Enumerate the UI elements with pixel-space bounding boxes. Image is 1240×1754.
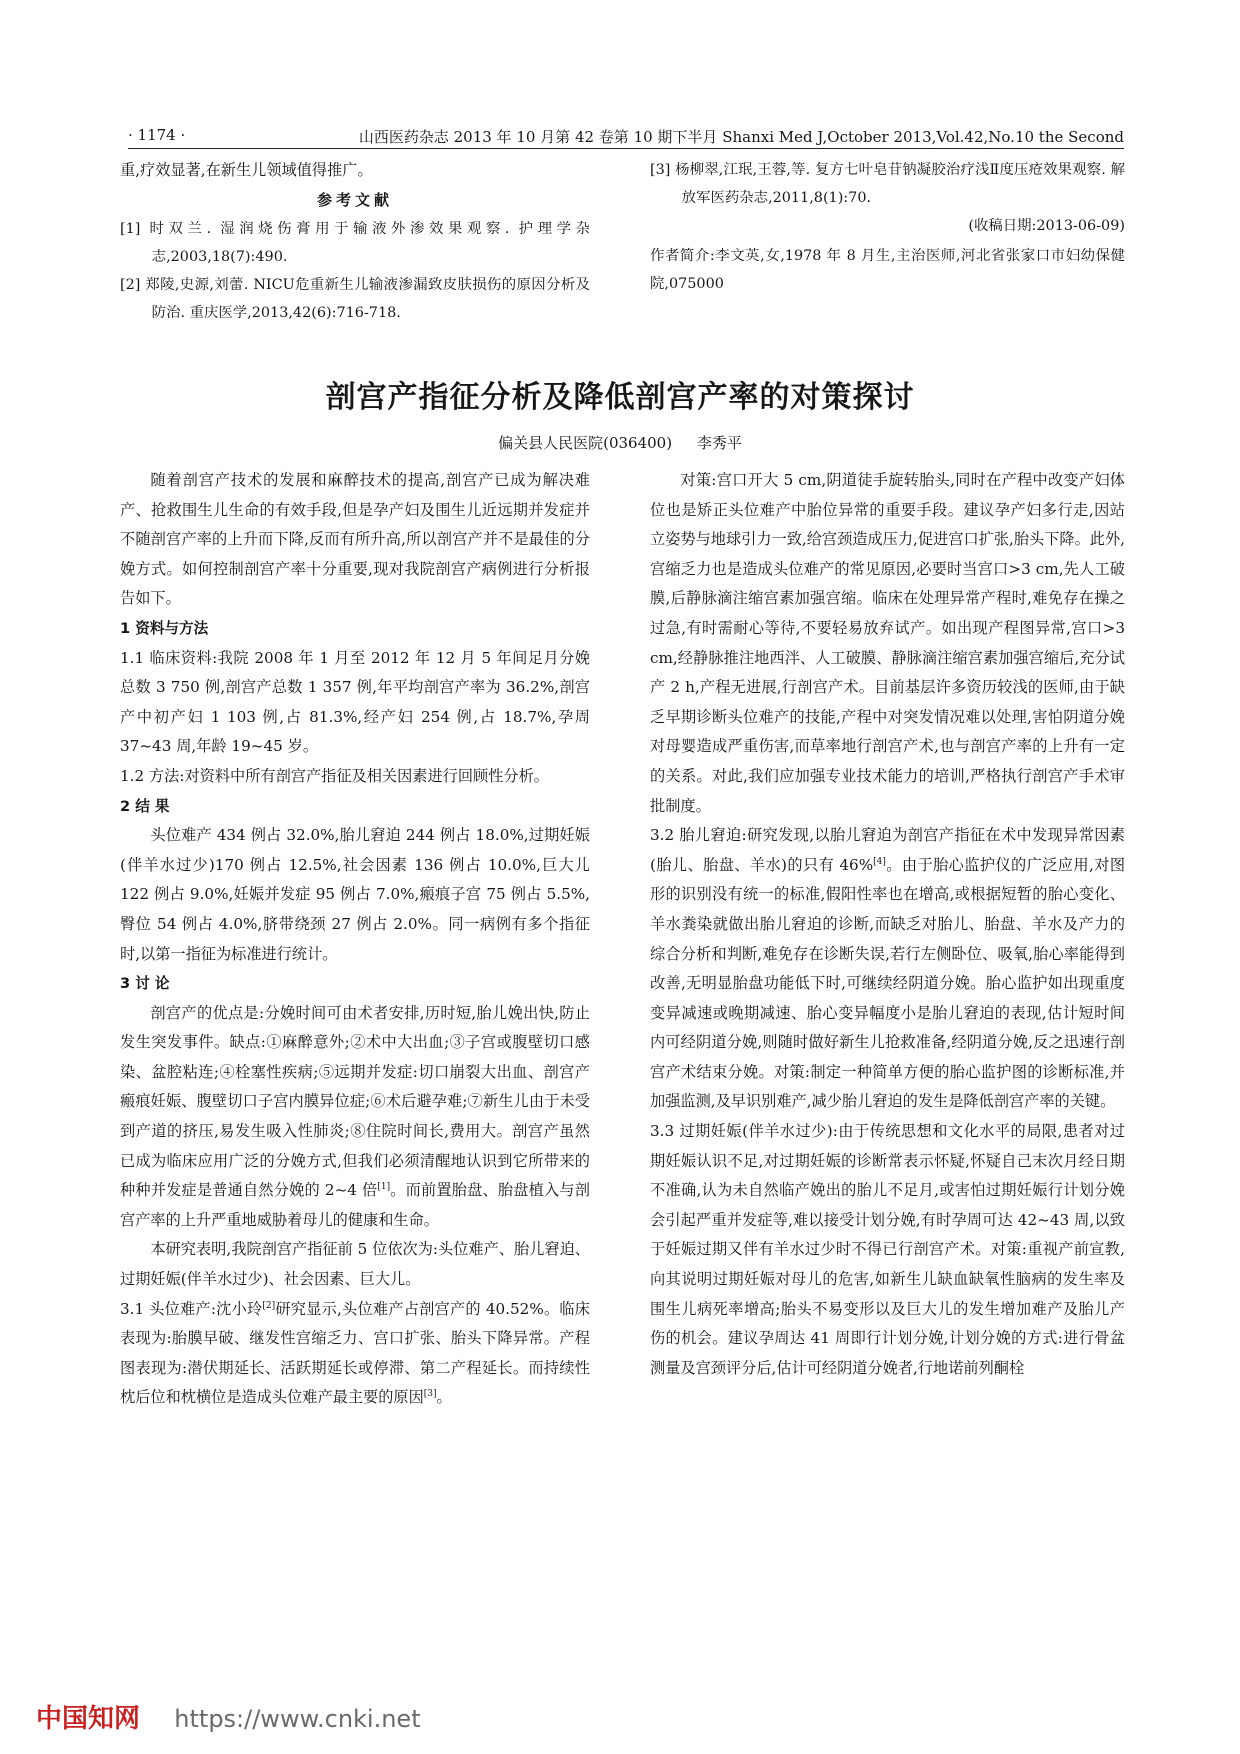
citation-1: [1] <box>377 1182 391 1193</box>
paragraph-3-2-start: 3.2 胎儿窘迫:研究发现,以胎儿窘迫为剖宫产指征在术中发现异常因素(胎儿、胎盘、羊水)的只有 46% <box>650 826 1125 874</box>
reference-3: [3] 杨柳翠,江珉,王蓉,等. 复方七叶皂苷钠凝胶治疗浅Ⅱ度压疮效果观察. 解放军医药杂志,2011,8(1):70. <box>650 162 1125 206</box>
journal-citation: 山西医药杂志 2013 年 10 月第 42 卷第 10 期下半月 Shanxi Med J,October 2013,Vol.42,No.10 the Second <box>358 128 1124 146</box>
discussion-text: 剖宫产的优点是:分娩时间可由术者安排,历时短,胎儿娩出快,防止发生突发事件。缺点:①麻醉意外;②术中大出血;③子宫或腹壁切口感染、盆腔粘连;④栓塞性疾病;⑤远期并发症:切口崩裂大出血、剖宫产瘢痕妊娠、腹壁切口子宫内膜异位症;⑥术后避孕难;⑦新生儿由于未受到产道的挤压,易发生吸入性肺炎;⑧住院时间长,费用大。剖宫产虽然已成为临床应用广泛的分娩方式,但我们必须清醒地认识到它所带来的种种并发症是普通自然分娩的 2~4 倍 <box>120 1003 590 1200</box>
reference-1: [1] 时双兰. 湿润烧伤膏用于输液外渗效果观察. 护理学杂志,2003,18(7):490. <box>120 221 590 266</box>
discussion-text-end: 。而前置胎盘、胎盘植入与剖宫产率的上升严重地威胁着母儿的健康和生命。 <box>120 1181 590 1229</box>
author-bio: 作者简介:李文英,女,1978 年 8 月生,主治医师,河北省张家口市妇幼保健院,075000 <box>650 247 1125 292</box>
article-title: 剖宫产指征分析及降低剖宫产率的对策探讨 <box>325 380 915 415</box>
paragraph-3-3: 3.3 过期妊娠(伴羊水过少):由于传统思想和文化水平的局限,患者对过期妊娠认识不足,对过期妊娠的诊断常表示怀疑,怀疑自己末次月经日期不准确,认为未自然临产娩出的胎儿不足月,或害怕过期妊娠行计划分娩会引起严重并发症等,难以接受计划分娩,有时孕周可达 42~43 周,以致于妊娠过期又伴有羊水过少时不得已行剖宫产术。对策:重视产前宣教,向其说明过期妊娠对母儿的危害,如新生儿缺血缺氧性脑病的发生率及围生儿病死率增高;胎头不易变形以及巨大儿的发生增加难产及胎儿产伤的机会。建议孕周达 41 周即行计划分娩,计划分娩的方式:进行骨盆测量及宫颈评分后,估计可经阴道分娩者,行地诺前列酮栓 <box>650 1122 1125 1377</box>
section-heading-3: 3 讨 论 <box>120 975 170 993</box>
section-heading-2: 2 结 果 <box>120 797 170 815</box>
section-heading-1: 1 资料与方法 <box>120 619 209 637</box>
author-name: 李秀平 <box>696 434 742 452</box>
cnki-url[interactable]: https://www.cnki.net <box>174 1705 421 1733</box>
citation-3: [3] <box>423 1389 437 1400</box>
reference-2: [2] 郑陵,史源,刘蕾. NICU危重新生儿输液渗漏致皮肤损伤的原因分析及防治. 重庆医学,2013,42(6):716-718. <box>120 277 590 322</box>
paragraph-1-2: 1.2 方法:对资料中所有剖宫产指征及相关因素进行回顾性分析。 <box>120 766 549 785</box>
article-byline <box>0 432 1240 453</box>
paragraph-3-1-end: 。 <box>436 1388 452 1407</box>
citation-2: [2] <box>262 1300 276 1311</box>
countermeasure-paragraph: 对策:宫口开大 5 cm,阴道徒手旋转胎头,同时在产程中改变产妇体位也是矫正头位难产中胎位异常的重要手段。建议孕产妇多行走,因站立姿势与地球引力一致,给宫颈造成压力,促进宫口扩张,胎头下降。此外,宫缩乏力也是造成头位难产的常见原因,必要时当宫口>3 cm,先人工破膜,后静脉滴注缩宫素加强宫缩。临床在处理异常产程时,难免存在操之过急,有时需耐心等待,不要轻易放弃试产。如出现产程图异常,宫口>3 cm,经静脉推注地西泮、人工破膜、静脉滴注缩宫素加强宫缩后,充分试产 2 h,产程无进展,行剖宫产术。目前基层许多资历较浅的医师,由于缺乏早期诊断头位难产的技能,产程中对突发情况难以处理,害怕阴道分娩对母婴造成严重伤害,而草率地行剖宫产术,也与剖宫产率的上升有一定的关系。对此,我们应加强专业技术能力的培训,严格执行剖宫产手术审批制度。 <box>650 471 1125 815</box>
paragraph-3-2 <box>650 821 1125 1117</box>
running-header <box>128 122 1124 148</box>
paragraph-3-1-body: 研究显示,头位难产占剖宫产的 40.52%。临床表现为:胎膜早破、继发性宫缩乏力、宫口扩张、胎头下降异常。产程图表现为:潜伏期延长、活跃期延长或停滞、第二产程延长。而持续性枕后位和枕横位是造成头位难产最主要的原因 <box>120 1299 590 1407</box>
paragraph-3-2-body: 。由于胎心监护仪的广泛应用,对图形的识别没有统一的标准,假阳性率也在增高,或根据短暂的胎心变化、羊水粪染就做出胎儿窘迫的诊断,而缺乏对胎儿、胎盘、羊水及产力的综合分析和判断,难免存在诊断失误,若行左侧卧位、吸氧,胎心率能得到改善,无明显胎盘功能低下时,可继续经阴道分娩。胎心监护如出现重度变异减速或晚期减速、胎心变异幅度小是胎儿窘迫的表现,估计短时间内可经阴道分娩,则随时做好新生儿抢救准备,经阴道分娩,反之迅速行剖宫产术结束分娩。对策:制定一种简单方便的胎心监护图的诊断标准,并加强监测,及早识别难产,减少胎儿窘迫的发生是降低剖宫产率的关键。 <box>650 855 1126 1111</box>
results-paragraph: 头位难产 434 例占 32.0%,胎儿窘迫 244 例占 18.0%,过期妊娠(伴羊水过少)170 例占 12.5%,社会因素 136 例占 10.0%,巨大儿 122 例占 9.0%,妊娠并发症 95 例占 7.0%,瘢痕子宫 75 例占 5.5%,臀位 54 例占 4.0%,脐带绕颈 27 例占 2.0%。同一病例有多个指征时,以第一指征为标准进行统计。 <box>120 826 590 963</box>
references-heading: 参考文献 <box>316 190 393 209</box>
prev-article-tail-text: 重,疗效显著,在新生儿领域值得推广。 <box>120 161 373 179</box>
paragraph-3-1 <box>120 1295 590 1413</box>
received-date: (收稿日期:2013-06-09) <box>968 218 1125 234</box>
citation-4: [4] <box>873 856 886 867</box>
discussion-paragraph-1 <box>120 999 590 1236</box>
affiliation: 偏关县人民医院(036400) <box>498 434 673 452</box>
prev-article-right <box>650 156 1125 298</box>
discussion-paragraph-2: 本研究表明,我院剖宫产指征前 5 位依次为:头位难产、胎儿窘迫、过期妊娠(伴羊水过少)、社会因素、巨大儿。 <box>120 1240 590 1289</box>
cnki-watermark <box>36 1698 421 1735</box>
paragraph-3-1-start: 3.1 头位难产:沈小玲 <box>120 1299 263 1318</box>
paragraph-1-1: 1.1 临床资料:我院 2008 年 1 月至 2012 年 12 月 5 年间足月分娩总数 3 750 例,剖宫产总数 1 357 例,年平均剖宫产率为 36.2%,剖宫产中初产妇 1 103 例,占 81.3%,经产妇 254 例,占 18.7%,孕周 37~43 周,年龄 19~45 岁。 <box>120 648 590 756</box>
intro-paragraph: 随着剖宫产技术的发展和麻醉技术的提高,剖宫产已成为解决难产、抢救围生儿生命的有效手段,但是孕产妇及围生儿近远期并发症并不随剖宫产率的上升而下降,反而有所升高,所以剖宫产并不是最佳的分娩方式。如何控制剖宫产率十分重要,现对我院剖宫产病例进行分析报告如下。 <box>120 471 590 608</box>
page-number: · 1174 · <box>128 126 186 144</box>
article-right-column <box>650 466 1125 1383</box>
header-rule <box>128 148 1124 149</box>
article-left-column <box>120 466 590 1413</box>
cnki-logo: 中国知网 <box>36 1704 141 1734</box>
prev-article-left <box>120 156 590 327</box>
